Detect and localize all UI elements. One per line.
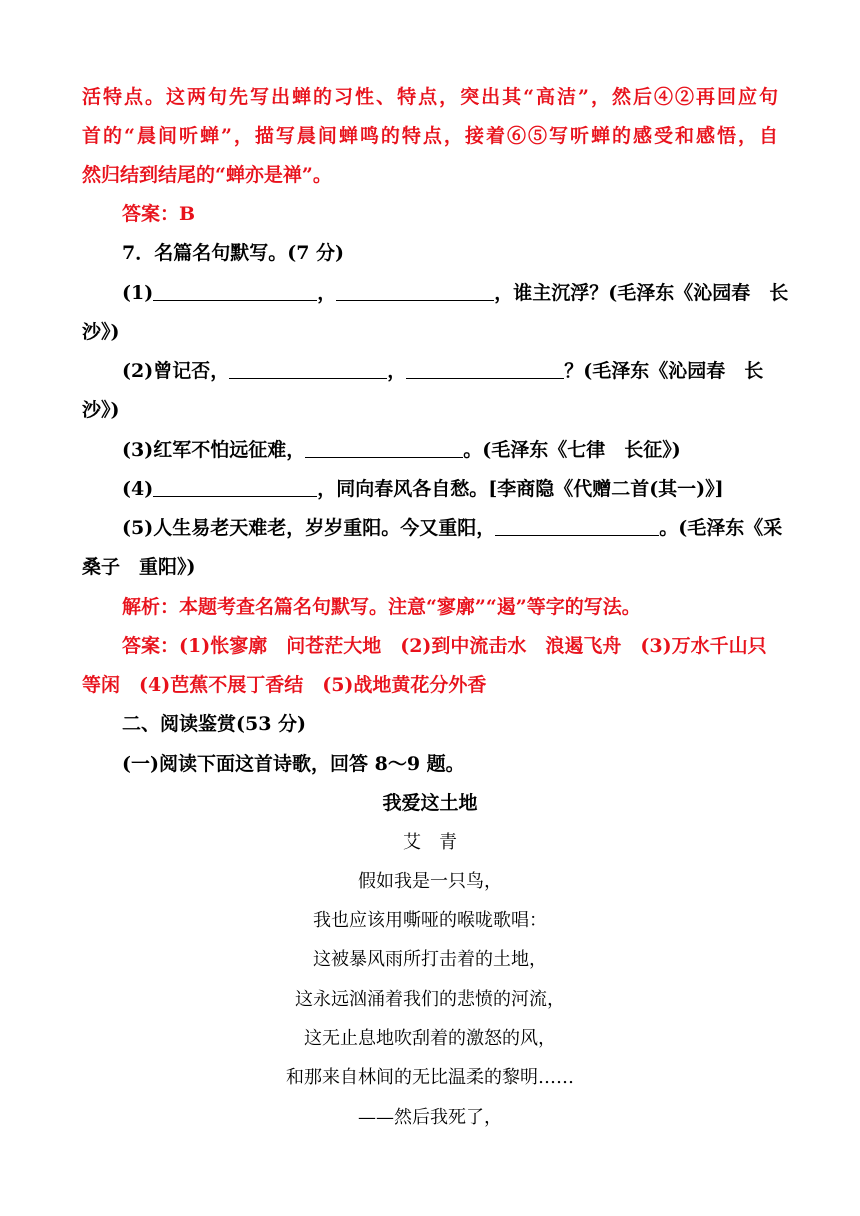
q7-item-3-label: (3)红军不怕远征难，: [122, 439, 306, 461]
fill-blank-4[interactable]: [153, 478, 317, 497]
q7-item-5-text: 。(毛泽东《采: [659, 517, 783, 539]
poem-line-2: 我也应该用嘶哑的喉咙歌唱：: [313, 910, 547, 931]
answer-6: 答案：B: [122, 203, 196, 225]
q7-item-3-text: 。(毛泽东《七律 长征》): [463, 439, 681, 461]
q7-item-5: [122, 513, 783, 543]
q7-item-1: [122, 278, 789, 308]
q7-item-3: [122, 435, 778, 465]
fill-blank-2b[interactable]: [406, 360, 564, 379]
answer-7-line-1: 答案：(1)怅寥廓 问苍茫大地 (2)到中流击水 浪遏飞舟 (3)万水千山只: [122, 635, 767, 657]
poem-line-4: 这永远汹涌着我们的悲愤的河流，: [295, 989, 565, 1010]
q7-item-4-label: (4): [122, 478, 154, 500]
fill-blank-1b[interactable]: [336, 282, 494, 301]
poem-line-5: 这无止息地吹刮着的激怒的风，: [304, 1028, 556, 1049]
poem-line-7: ——然后我死了，: [358, 1107, 502, 1128]
poem-author: 艾 青: [403, 832, 457, 853]
fill-blank-2a[interactable]: [229, 360, 387, 379]
part-1-intro: (一)阅读下面这首诗歌，回答 8～9 题。: [122, 753, 465, 775]
fill-blank-3[interactable]: [305, 439, 463, 458]
q7-item-1-text: ，谁主沉浮？(毛泽东《沁园春 长: [494, 282, 789, 304]
question-7-title: 7．名篇名句默写。(7 分): [122, 242, 345, 264]
q7-item-4-text: ，同向春风各自愁。[李商隐《代赠二首(其一)》]: [317, 478, 724, 500]
q7-item-5-label: (5)人生易老天难老，岁岁重阳。今又重阳，: [122, 517, 496, 539]
q7-item-2-text: ？(毛泽东《沁园春 长: [564, 360, 764, 382]
analysis-line-1: 活特点。这两句先写出蝉的习性、特点，突出其“高洁”，然后④②再回应句: [82, 86, 778, 108]
q7-item-5-cont: 桑子 重阳》): [82, 556, 196, 578]
q7-item-1-label: (1): [122, 282, 154, 304]
fill-blank-1a[interactable]: [153, 282, 317, 301]
q7-item-2-sep: ，: [387, 360, 407, 382]
q7-item-2: [122, 356, 778, 386]
section-2-heading: 二、阅读鉴赏(53 分): [122, 713, 307, 735]
q7-item-1-cont: 沙》): [82, 321, 120, 343]
poem-title: 我爱这土地: [382, 792, 478, 814]
poem-line-6: 和那来自林间的无比温柔的黎明……: [286, 1067, 574, 1088]
analysis-7: 解析：本题考查名篇名句默写。注意“寥廓”“遏”等字的写法。: [122, 596, 641, 618]
answer-7-line-2: 等闲 (4)芭蕉不展丁香结 (5)战地黄花分外香: [82, 674, 487, 696]
poem-line-1: 假如我是一只鸟，: [358, 871, 502, 892]
fill-blank-5[interactable]: [495, 517, 659, 536]
q7-item-2-cont: 沙》): [82, 399, 120, 421]
q7-item-2-label: (2)曾记否，: [122, 360, 230, 382]
analysis-line-3: 然归结到结尾的“蝉亦是禅”。: [82, 164, 332, 186]
analysis-line-2: 首的“晨间听蝉”，描写晨间蝉鸣的特点，接着⑥⑤写听蝉的感受和感悟，自: [82, 125, 778, 147]
q7-item-1-sep: ，: [317, 282, 337, 304]
q7-item-4: [122, 474, 778, 504]
poem-line-3: 这被暴风雨所打击着的土地，: [313, 949, 547, 970]
